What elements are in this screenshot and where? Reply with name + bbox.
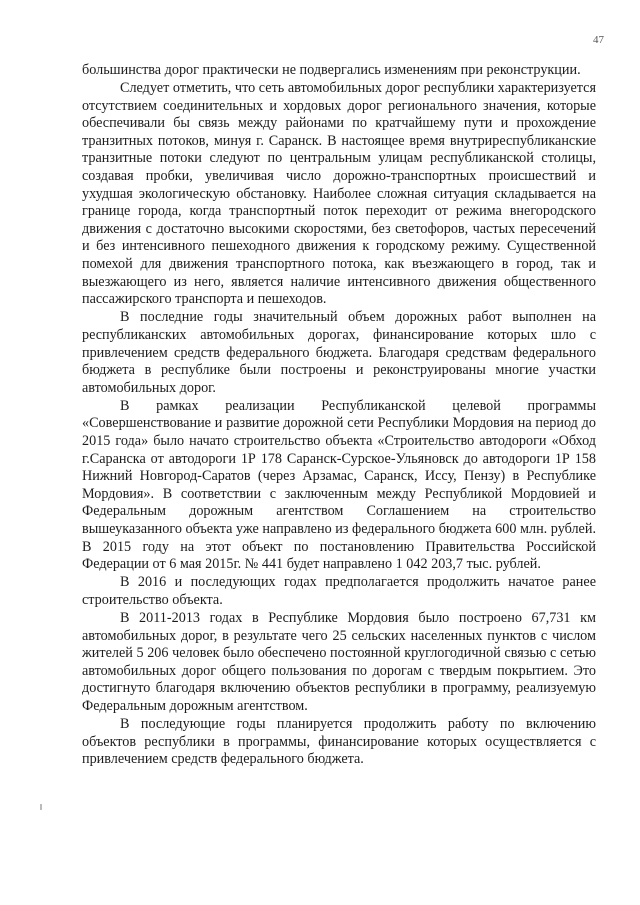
- scan-mark: [40, 804, 42, 810]
- paragraph-program: В рамках реализации Республиканской целевой программы «Совершенствование и развитие дорожной сети Республики Мордовия на период до 2015 года» было начато строительство объекта «Строительство автодороги «Обход г.Саранска от автодороги 1Р 178 Саранск-Сурское-Ульяновск до автодороги 1Р 158 Нижний Новгород-Саратов (через Арзамас, Саранск, Иссу, Пензу) в Республике Мордовия». В соответствии с заключенным между Республикой Мордовией и Федеральным дорожным агентством Соглашением на строительство вышеуказанного объекта уже направлено из федерального бюджета 600 млн. рублей. В 2015 году на этот объект по постановлению Правительства Российской Федерации от 6 мая 2015г. № 441 будет направлено 1 042 203,7 тыс. рублей.: [82, 397, 596, 573]
- paragraph-2011-2013: В 2011-2013 годах в Республике Мордовия было построено 67,731 км автомобильных дорог, в результате чего 25 сельских населенных пунктов с числом жителей 5 206 человек было обеспечено постоянной круглогодичной связью с сетью автомобильных дорог общего пользования по дорогам с твердым покрытием. Это достигнуто благодаря включению объектов республики в программу, реализуемую Федеральным дорожным агентством.: [82, 609, 596, 714]
- paragraph-continuation: большинства дорог практически не подвергались изменениям при реконструкции.: [82, 62, 581, 78]
- paragraph-road-network: Следует отметить, что сеть автомобильных дорог республики характеризуется отсутствием соединительных и хордовых дорог регионального значения, которые обеспечивали бы связь между районами по кратчайшему пути и прохождение транзитных потоков, минуя г. Саранск. В настоящее время внутриреспубликанские транзитные потоки следуют по центральным улицам республиканской столицы, создавая пробки, увеличивая число дорожно-транспортных происшествий и ухудшая экологическую обстановку. Наиболее сложная ситуация складывается на границе города, когда транспортный поток переходит от режима внегородского движения с достаточно высокими скоростями, без светофоров, частых пересечений и без интенсивного пешеходного движения к городскому режиму. Существенной помехой для движения транспортного потока, как въезжающего в город, так и выезжающего из него, является наличие интенсивного движения общественного пассажирского транспорта и пешеходов.: [82, 80, 596, 308]
- page-number: 47: [593, 34, 604, 46]
- paragraph-federal-funding: В последние годы значительный объем дорожных работ выполнен на республиканских автомобильных дорогах, финансирование которых шло с привлечением средств федерального бюджета. Благодаря средствам федерального бюджета в республике были построены и реконструированы многие участки автомобильных дорог.: [82, 309, 596, 396]
- document-body: [82, 62, 596, 769]
- paragraph-2016: В 2016 и последующих годах предполагается продолжить начатое ранее строительство объекта.: [82, 574, 596, 608]
- paragraph-future: В последующие годы планируется продолжить работу по включению объектов республики в программы, финансирование которых осуществляется с привлечением средств федерального бюджета.: [82, 715, 596, 768]
